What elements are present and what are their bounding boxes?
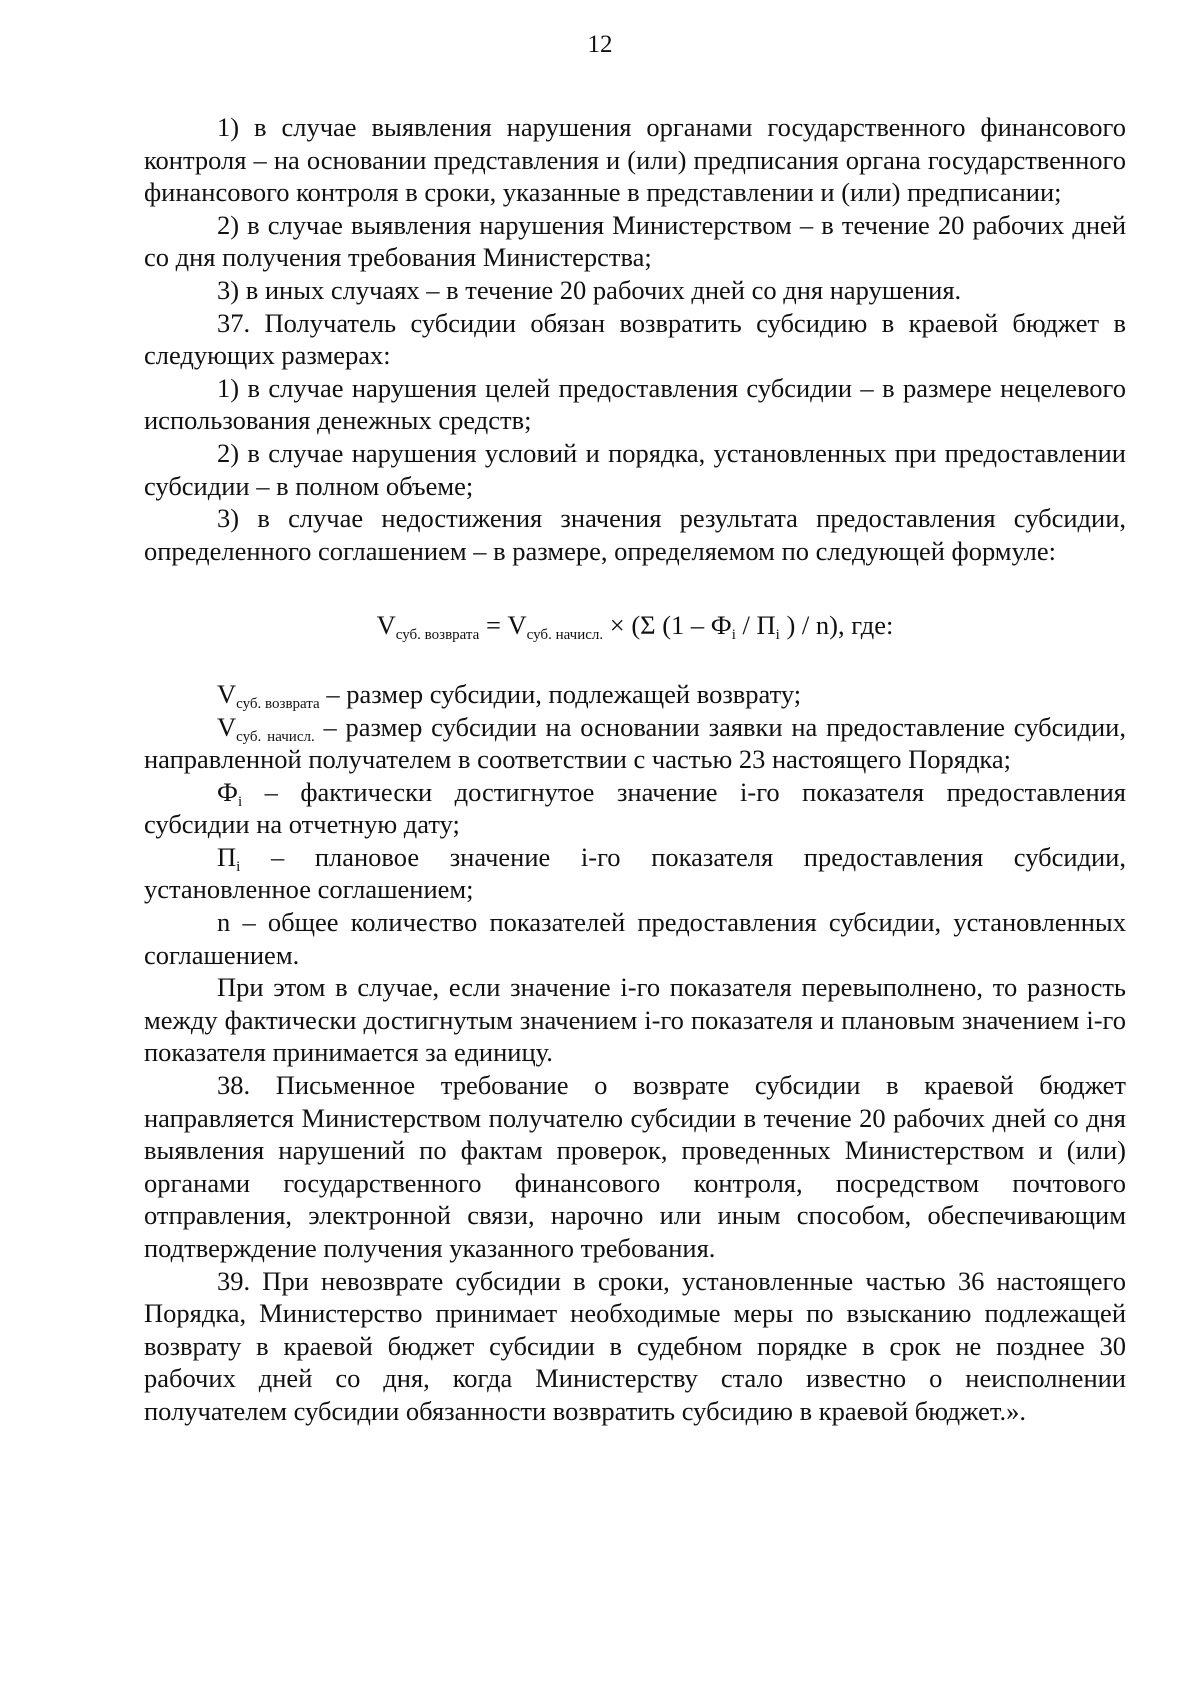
definition-pi: $П_i$ – плановое значение i-го показателя предоставления субсидии, установленное соглашением; (144, 841, 1126, 905)
paragraph-37: 37. Получатель субсидии обязан возвратить субсидию в краевой бюджет в следующих размерах: (144, 307, 1126, 371)
paragraph-39: 39. При невозврате субсидии в сроки, установленные частью 36 настоящего Порядка, Министерство принимает необходимые меры по взысканию подлежащей возврату в краевой бюджет субсидии в судебном порядке в срок не позднее 30 рабочих дней со дня, когда Министерству стало известно о неисполнении получателем субсидии обязанности возвратить субсидию в краевой бюджет.». (144, 1265, 1126, 1426)
paragraph-37-2: 2) в случае нарушения условий и порядка, установленных при предоставлении субсидии – в полном объеме; (144, 437, 1126, 501)
paragraph-36-3: 3) в иных случаях – в течение 20 рабочих дней со дня нарушения. (217, 274, 962, 305)
definition-v-accrued: $V_{суб. начисл.}$ – размер субсидии на основании заявки на предоставление субсидии, направленной получателем в соответствии с частью 23 настоящего Порядка; (144, 711, 1126, 775)
definition-v-return: $V_{суб. возврата}$ – размер субсидии, подлежащей возврату; (217, 678, 802, 712)
paragraph-37-1: 1) в случае нарушения целей предоставления субсидии – в размере нецелевого использования денежных средств; (144, 372, 1126, 436)
paragraph-overfulfilment: При этом в случае, если значение i-го показателя перевыполнено, то разность между фактически достигнутым значением i-го показателя и плановым значением i-го показателя принимается за единицу. (144, 972, 1126, 1068)
document-body (144, 111, 1126, 1428)
paragraph-37-3: 3) в случае недостижения значения результата предоставления субсидии, определенного соглашением – в размере, определяемом по следующей формуле: (144, 503, 1126, 566)
definition-phi: $Ф_i$ – фактически достигнутое значение i-го показателя предоставления субсидии на отчетную дату; (144, 776, 1126, 840)
page-number: 12 (587, 31, 613, 58)
paragraph-36-2: 2) в случае выявления нарушения Министерством – в течение 20 рабочих дней со дня получения требования Министерства; (144, 209, 1126, 273)
definition-n: n – общее количество показателей предоставления субсидии, установленных соглашением. (144, 907, 1126, 970)
refund-formula: $V_{суб. возврата} = V_{суб. начисл.} \times (\Sigma$ ($1 - Ф_i / П_i$ ) / n), где: (376, 610, 894, 644)
paragraph-38: 38. Письменное требование о возврате субсидии в краевой бюджет направляется Министерством получателю субсидии в течение 20 рабочих дней со дня выявления нарушений по фактам проверок, проведенных Министерством и (или) органами государственного финансового контроля, посредством почтового отправления, электронной связи, нарочно или иным способом, обеспечивающим подтверждение получения указанного требования. (144, 1070, 1126, 1263)
paragraph-36-1: 1) в случае выявления нарушения органами государственного финансового контроля – на основании представления и (или) предписания органа государственного финансового контроля в сроки, указанные в представлении и (или) предписании; (144, 112, 1126, 208)
